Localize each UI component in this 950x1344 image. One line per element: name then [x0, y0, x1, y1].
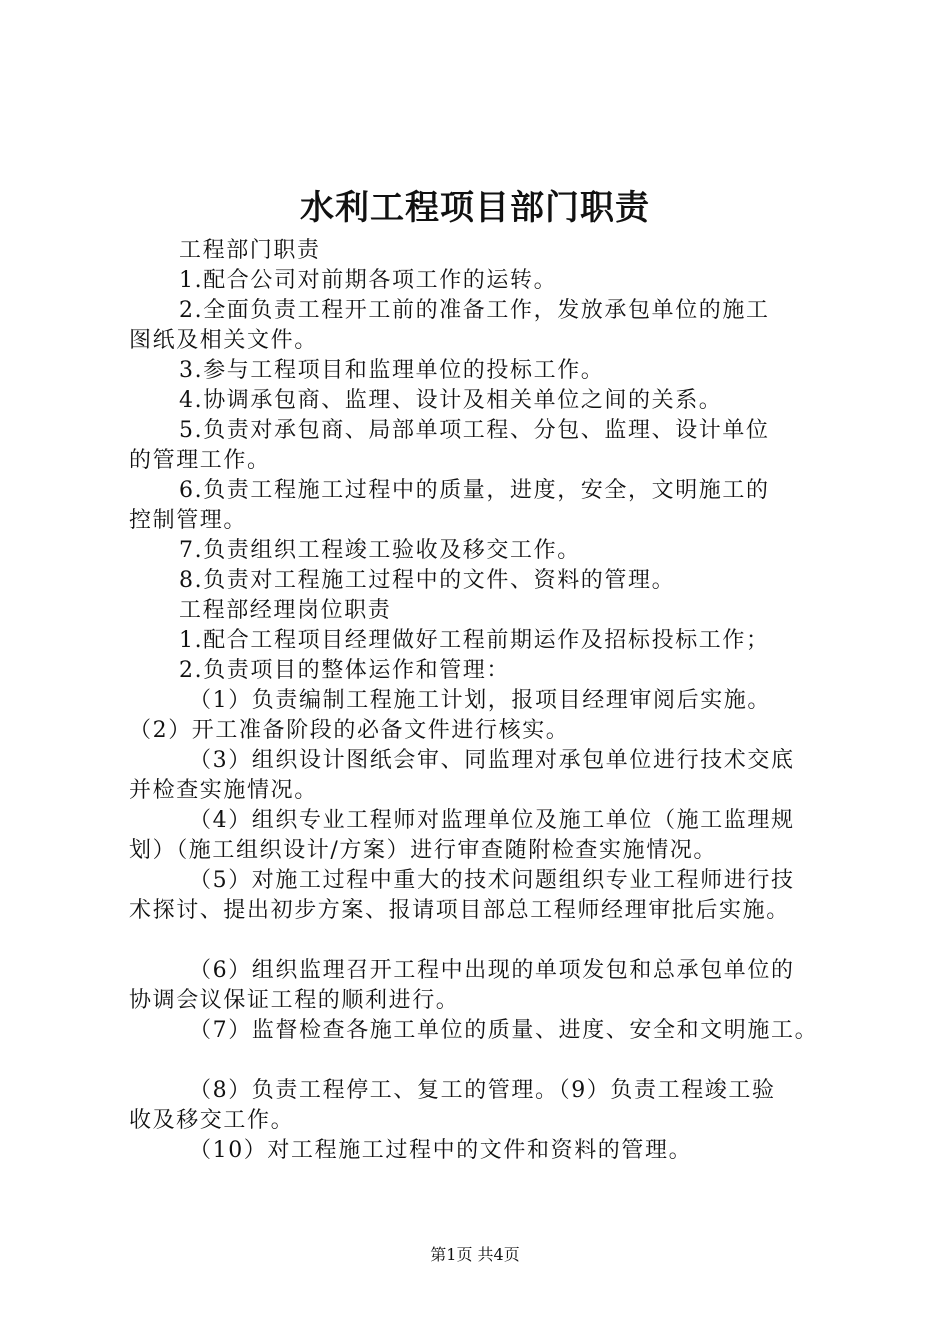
paragraph-line: （1）负责编制工程施工计划，报项目经理审阅后实施。: [189, 688, 771, 713]
paragraph-line: （3）组织设计图纸会审、同监理对承包单位进行技术交底: [189, 748, 795, 773]
paragraph-line: 收及移交工作。: [129, 1108, 295, 1133]
page-number: 第1页 共4页: [430, 1245, 520, 1264]
paragraph-line: （5）对施工过程中重大的技术问题组织专业工程师进行技: [189, 868, 795, 893]
paragraph-line: （4）组织专业工程师对监理单位及施工单位（施工监理规: [189, 808, 795, 833]
paragraph-line: 图纸及相关文件。: [129, 328, 318, 353]
paragraph-line: 6.负责工程施工过程中的质量，进度，安全，文明施工的: [179, 478, 770, 503]
paragraph-line: 并检查实施情况。: [129, 778, 318, 803]
paragraph-line: 划）（施工组织设计/方案）进行审查随附检查实施情况。: [129, 838, 718, 863]
paragraph-line: 1.配合公司对前期各项工作的运转。: [179, 268, 558, 293]
paragraph-line: 的管理工作。: [129, 448, 271, 473]
page-title: 水利工程项目部门职责: [300, 188, 650, 228]
paragraph-line: 3.参与工程项目和监理单位的投标工作。: [179, 358, 605, 383]
blank-line: [129, 1046, 839, 1076]
paragraph-line: （2）开工准备阶段的必备文件进行核实。: [129, 718, 570, 743]
paragraph-line: 术探讨、提出初步方案、报请项目部总工程师经理审批后实施。: [129, 898, 790, 923]
paragraph-line: 协调会议保证工程的顺利进行。: [129, 988, 460, 1013]
paragraph-line: （10）对工程施工过程中的文件和资料的管理。: [189, 1138, 693, 1163]
paragraph-line: 控制管理。: [129, 508, 248, 533]
paragraph-line: 2.负责项目的整体运作和管理：: [179, 658, 510, 683]
section-heading: 工程部经理岗位职责: [179, 598, 392, 623]
paragraph-line: （6）组织监理召开工程中出现的单项发包和总承包单位的: [189, 958, 795, 983]
paragraph-line: 2.全面负责工程开工前的准备工作，发放承包单位的施工: [179, 298, 770, 323]
paragraph-line: （8）负责工程停工、复工的管理。（9）负责工程竣工验: [189, 1078, 776, 1103]
document-body: [129, 236, 839, 1166]
paragraph-line: 7.负责组织工程竣工验收及移交工作。: [179, 538, 581, 563]
paragraph-line: （7）监督检查各施工单位的质量、进度、安全和文明施工。: [189, 1018, 819, 1043]
paragraph-line: 4.协调承包商、监理、设计及相关单位之间的关系。: [179, 388, 723, 413]
paragraph-line: 1.配合工程项目经理做好工程前期运作及招标投标工作；: [179, 628, 770, 653]
paragraph-line: 5.负责对承包商、局部单项工程、分包、监理、设计单位: [179, 418, 770, 443]
blank-line: [129, 926, 839, 956]
paragraph-line: 8.负责对工程施工过程中的文件、资料的管理。: [179, 568, 676, 593]
section-heading: 工程部门职责: [179, 238, 321, 263]
